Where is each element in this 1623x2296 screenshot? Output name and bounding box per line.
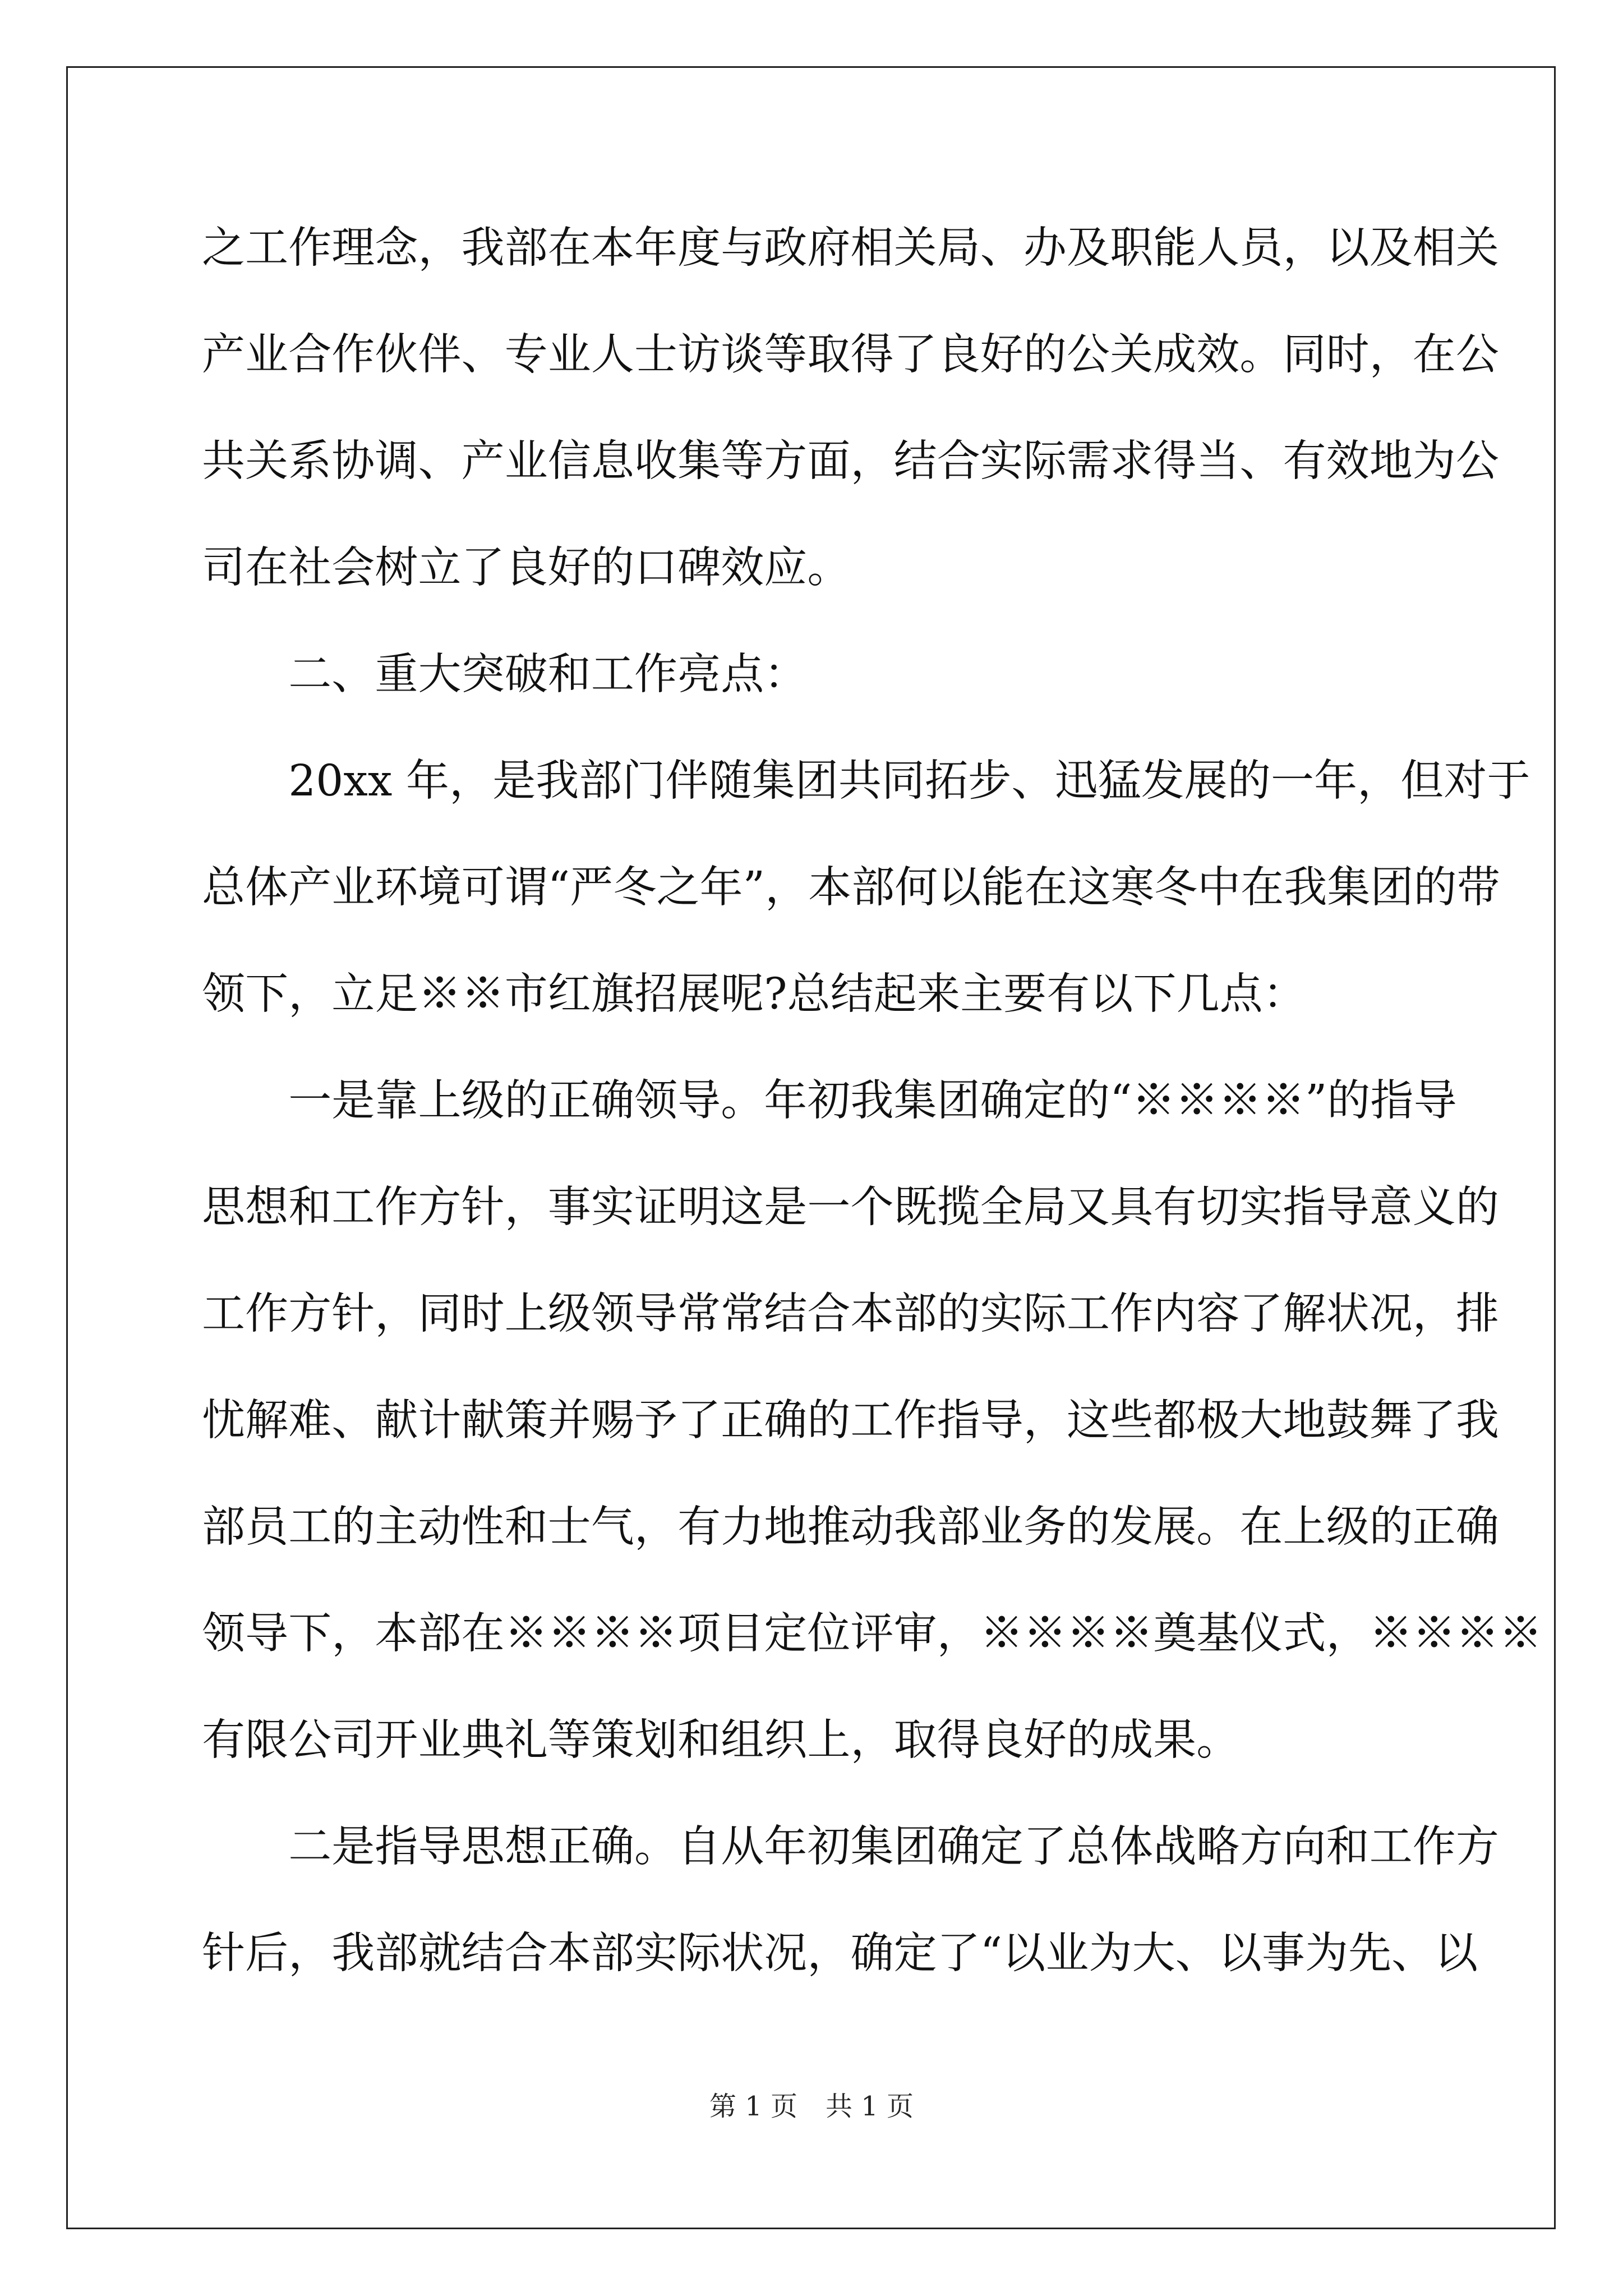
page-number: 第 1 页 bbox=[709, 2091, 797, 2122]
text-line: 一是靠上级的正确领导。年初我集团确定的“※※※※”的指导 bbox=[202, 1076, 1457, 1126]
text-line: 针后，我部就结合本部实际状况，确定了“以业为大、以事为先、以 bbox=[202, 1929, 1478, 1978]
text-line: 忧解难、献计献策并赐予了正确的工作指导，这些都极大地鼓舞了我 bbox=[202, 1396, 1499, 1446]
text-line: 共关系协调、产业信息收集等方面，结合实际需求得当、有效地为公 bbox=[202, 436, 1499, 486]
text-line: 工作方针，同时上级领导常常结合本部的实际工作内容了解状况，排 bbox=[202, 1289, 1499, 1339]
page-border bbox=[66, 66, 1556, 2229]
text-line: 部员工的主动性和士气，有力地推动我部业务的发展。在上级的正确 bbox=[202, 1502, 1499, 1552]
text-line: 领导下，本部在※※※※项目定位评审，※※※※奠基仪式，※※※※ bbox=[202, 1609, 1543, 1659]
text-line: 二是指导思想正确。自从年初集团确定了总体战略方向和工作方 bbox=[202, 1822, 1499, 1872]
text-line: 领下，立足※※市红旗招展呢?总结起来主要有以下几点： bbox=[202, 969, 1306, 1019]
page-footer bbox=[0, 2090, 1623, 2123]
text-line: 产业合作伙伴、专业人士访谈等取得了良好的公关成效。同时，在公 bbox=[202, 330, 1499, 380]
text-line: 思想和工作方针，事实证明这是一个既揽全局又具有切实指导意义的 bbox=[202, 1182, 1499, 1232]
text-line: 司在社会树立了良好的口碑效应。 bbox=[202, 543, 851, 593]
section-heading: 二、重大突破和工作亮点： bbox=[202, 650, 808, 700]
text-line: 之工作理念，我部在本年度与政府相关局、办及职能人员，以及相关 bbox=[202, 223, 1499, 273]
text-line: 有限公司开业典礼等策划和组织上，取得良好的成果。 bbox=[202, 1715, 1240, 1765]
text-line: 总体产业环境可谓“严冬之年”，本部何以能在这寒冬中在我集团的带 bbox=[202, 863, 1500, 913]
page-total: 共 1 页 bbox=[826, 2091, 914, 2122]
text-line: 20xx 年，是我部门伴随集团共同拓步、迅猛发展的一年，但对于 bbox=[202, 756, 1530, 806]
